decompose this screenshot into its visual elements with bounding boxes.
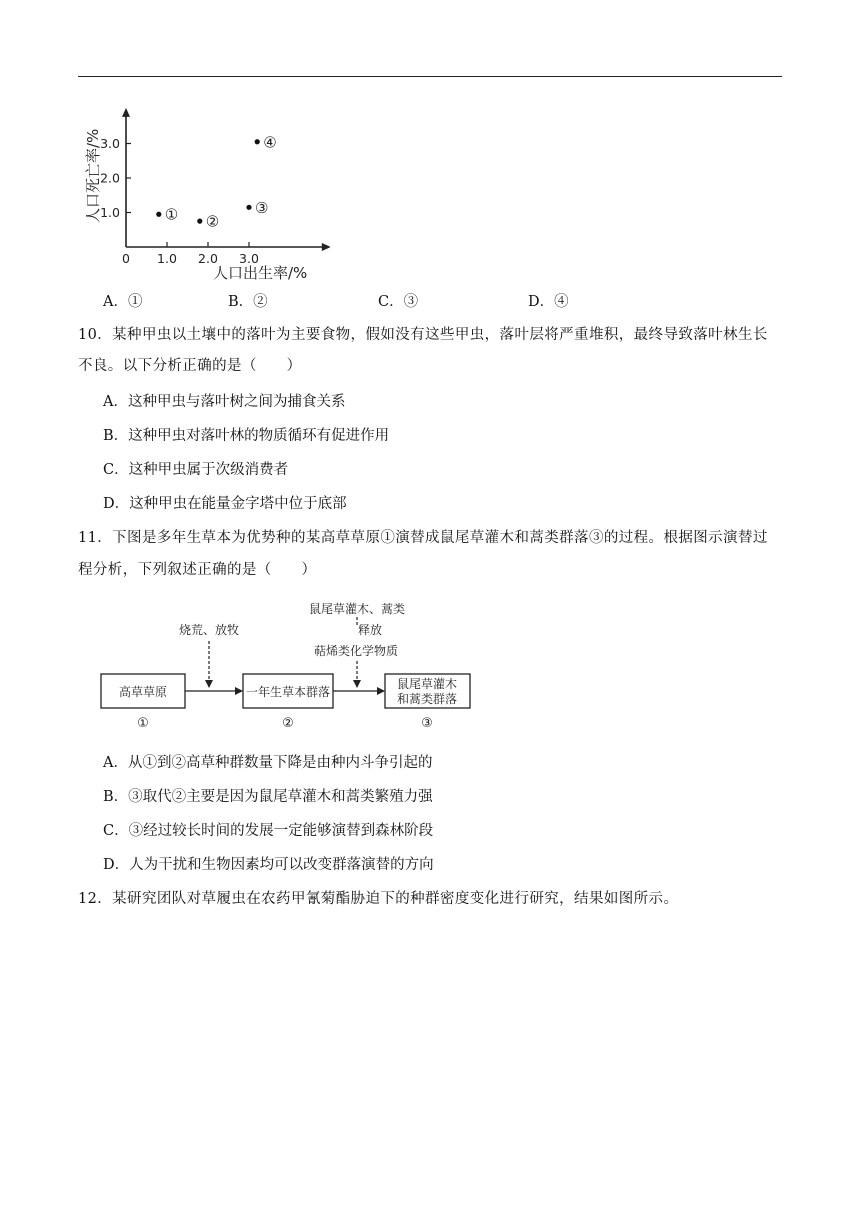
q10-option-b[interactable]: B．这种甲虫对落叶林的物质循环有促进作用 <box>103 428 390 444</box>
x-tick-label: 3.0 <box>239 251 259 266</box>
x-tick-label: 1.0 <box>157 251 177 266</box>
q11-option-a[interactable]: A．从①到②高草种群数量下降是由种内斗争引起的 <box>103 755 433 771</box>
q9-option-a[interactable]: A．① <box>103 294 143 310</box>
q11-option-b[interactable]: B．③取代②主要是因为鼠尾草灌木和蒿类繁殖力强 <box>103 789 433 805</box>
header-rule <box>78 76 782 77</box>
factor-burning-grazing: 烧荒、放牧 <box>178 623 240 637</box>
q10-option-a[interactable]: A．这种甲虫与落叶树之间为捕食关系 <box>103 394 346 410</box>
box-number-3: ③ <box>421 716 433 731</box>
q9-option-d[interactable]: D．④ <box>528 294 569 310</box>
y-axis-arrowhead <box>122 108 130 117</box>
data-point <box>255 139 260 144</box>
q11-option-c[interactable]: C．③经过较长时间的发展一定能够演替到森林阶段 <box>103 823 434 839</box>
x-tick-label: 2.0 <box>198 251 218 266</box>
q10-stem-line2: 不良。以下分析正确的是（ ） <box>78 358 302 374</box>
data-point-label: ④ <box>263 133 277 152</box>
box-tall-grassland-label: 高草草原 <box>118 685 168 699</box>
y-axis-label: 人口死亡率/% <box>84 128 102 223</box>
data-point <box>197 219 202 224</box>
chart-points <box>156 133 276 230</box>
data-point-label: ② <box>205 212 220 231</box>
q10-option-d[interactable]: D．这种甲虫在能量金字塔中位于底部 <box>103 496 347 512</box>
factor-shrub-release-line2: 释放 <box>357 623 383 637</box>
q9-option-c[interactable]: C．③ <box>378 294 419 310</box>
x-tick-label: 0 <box>122 251 130 266</box>
scatter-chart <box>70 100 330 285</box>
data-point-label: ① <box>164 205 179 224</box>
q9-option-b[interactable]: B．② <box>228 294 268 310</box>
box-annual-herb-label: 一年生草本群落 <box>245 685 331 699</box>
box-sage-shrub-line1: 鼠尾草灌木 <box>396 677 458 691</box>
y-tick-label: 1.0 <box>100 205 120 220</box>
factor-shrub-release-line1: 鼠尾草灌木、蒿类 <box>308 602 406 616</box>
succession-diagram <box>95 595 480 735</box>
data-point <box>156 212 161 217</box>
factor-shrub-release-line3: 萜烯类化学物质 <box>313 644 399 658</box>
q11-stem-line2: 程分析，下列叙述正确的是（ ） <box>78 562 317 578</box>
data-point <box>246 205 251 210</box>
q11-option-d[interactable]: D．人为干扰和生物因素均可以改变群落演替的方向 <box>103 857 434 873</box>
q12-stem-line1: 12．某研究团队对草履虫在农药甲氰菊酯胁迫下的种群密度变化进行研究，结果如图所示。 <box>78 891 679 907</box>
y-tick-label: 2.0 <box>100 170 120 186</box>
chart-axes <box>122 108 330 251</box>
q10-stem-line1: 10．某种甲虫以土壤中的落叶为主要食物，假如没有这些甲虫，落叶层将严重堆积，最终导致落叶林生长 <box>78 327 768 343</box>
data-point-label: ③ <box>255 198 269 217</box>
y-tick-label: 3.0 <box>100 136 120 151</box>
q10-option-c[interactable]: C．这种甲虫属于次级消费者 <box>103 462 289 478</box>
q11-stem-line1: 11．下图是多年生草本为优势种的某高草草原①演替成鼠尾草灌木和蒿类群落③的过程。根据图示演替过 <box>78 530 768 546</box>
box-number-2: ② <box>282 716 294 731</box>
box-number-1: ① <box>137 716 149 731</box>
box-sage-shrub-line2: 和蒿类群落 <box>396 692 458 706</box>
x-axis-label: 人口出生率/% <box>213 264 308 282</box>
x-axis-arrowhead <box>322 243 330 251</box>
